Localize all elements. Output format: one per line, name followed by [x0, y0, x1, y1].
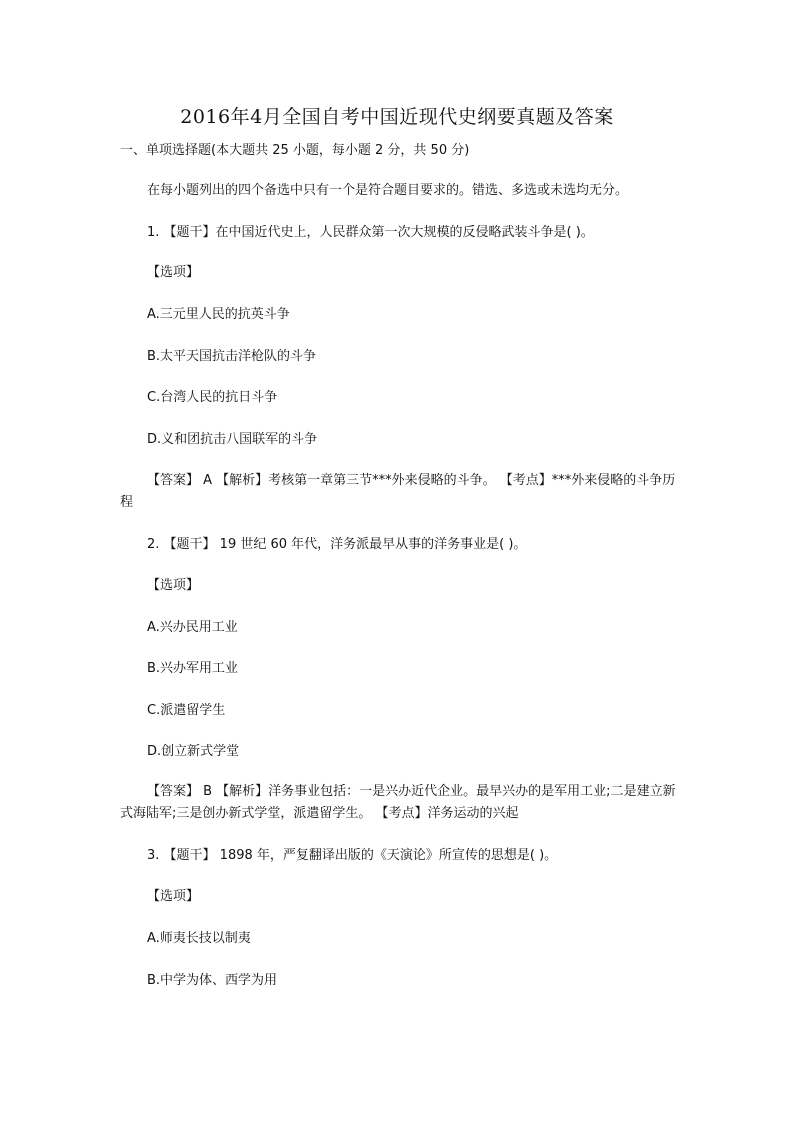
- answer-explanation: 【答案】 B 【解析】洋务事业包括：一是兴办近代企业。最早兴办的是军用工业;二是建立新式海陆军;三是创办新式学堂，派遣留学生。 【考点】洋务运动的兴起: [120, 784, 676, 821]
- option-a: A.师夷长技以制夷: [147, 931, 251, 946]
- section-heading: 一、单项选择题(本大题共 25 小题，每小题 2 分，共 50 分): [120, 143, 470, 158]
- option-a: A.三元里人民的抗英斗争: [147, 307, 290, 322]
- question-stem: 3. 【题干】 1898 年，严复翻译出版的《天演论》所宣传的思想是( )。: [147, 848, 558, 863]
- document-title: 2016年4月全国自考中国近现代史纲要真题及答案: [180, 106, 614, 128]
- options-heading: 【选项】: [147, 578, 200, 593]
- option-d: D.创立新式学堂: [147, 744, 240, 759]
- question-stem: 1. 【题干】在中国近代史上，人民群众第一次大规模的反侵略武装斗争是( )。: [147, 225, 594, 240]
- option-b: B.中学为体、西学为用: [147, 973, 278, 988]
- option-c: C.派遣留学生: [147, 703, 226, 718]
- option-c: C.台湾人民的抗日斗争: [147, 390, 278, 405]
- option-b: B.太平天国抗击洋枪队的斗争: [147, 349, 317, 364]
- answer-explanation: 【答案】 A 【解析】考核第一章第三节***外来侵略的斗争。 【考点】***外来侵略的斗争历程: [120, 473, 676, 510]
- options-heading: 【选项】: [147, 889, 200, 904]
- options-heading: 【选项】: [147, 265, 200, 280]
- question-stem: 2. 【题干】 19 世纪 60 年代，洋务派最早从事的洋务事业是( )。: [147, 537, 527, 552]
- option-a: A.兴办民用工业: [147, 620, 238, 635]
- option-b: B.兴办军用工业: [147, 661, 239, 676]
- option-d: D.义和团抗击八国联军的斗争: [147, 432, 318, 447]
- instructions-text: 在每小题列出的四个备选中只有一个是符合题目要求的。错选、多选或未选均无分。: [147, 183, 629, 198]
